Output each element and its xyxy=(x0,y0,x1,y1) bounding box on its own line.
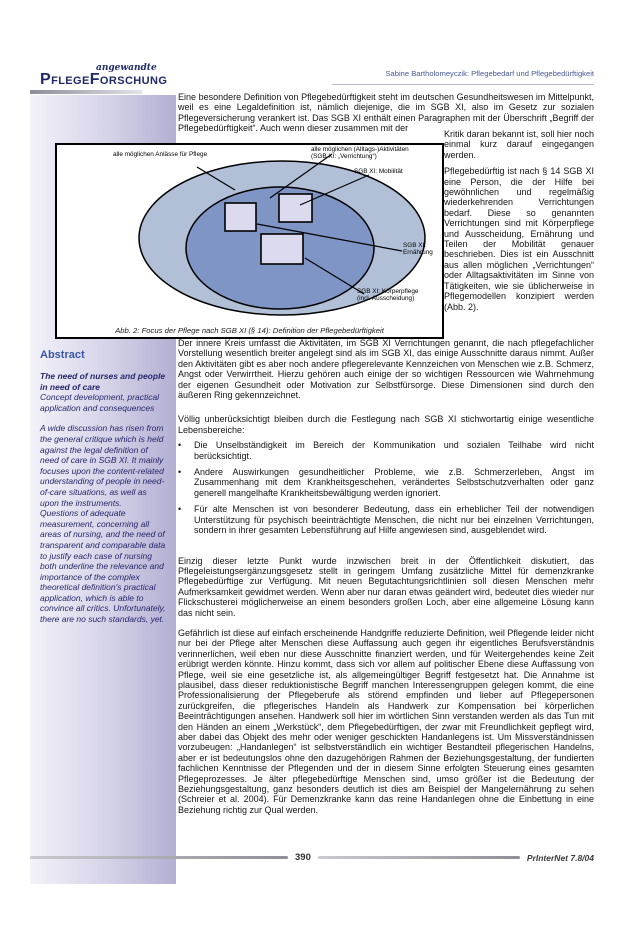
list-item xyxy=(178,467,594,498)
page-number: 390 xyxy=(295,852,311,863)
page-footer xyxy=(30,852,594,863)
bullet-icon xyxy=(178,504,194,535)
body-paragraph: Gefährlich ist diese auf einfach erscheinende Handgriffe reduzierte Definition, weil Pflegende leider nicht nur bei der Pflege alter Menschen diese Auffassung auch gegen ihr eigentliches Berufsverständnis verinnerlichen, weil eben nur diese Ausschnitte finanziert werden, und für Weitergehendes keine Zeit erübrigt werden könnte. Hinzu kommt, dass sich vor allem auf politischer Ebene diese Auffassung von Pflege, weil sie eine gesetzliche ist, als allgemeingültiger Begriff festgesetzt hat. Die Annahme ist plausibel, dass dieser reduktionistische Begriff manchen Interessengruppen gelegen kommt, die eine Professionalisierung der Pflegeberufe als störend empfinden und lieber auf Pflegepersonen zurückgreifen, die pflegerisches Handeln als Handwerk zur Kompensation bei körperlichen Beeinträchtigungen ansehen. Handwerk soll hier im wörtlichen Sinn verstanden werden als das Tun mit den Händen an einem „Werkstück“, dem Pflegebedürftigen, der zwar mit Freundlichkeit gepflegt wird, aber dabei das Objekt des mehr oder weniger geschickten Handanlegens ist. Um Missverständnissen vorzubeugen: „Handanlegen“ ist selbstverständlich ein wichtiger Bestandteil pflegerischen Handelns, aber er ist bedeutungslos ohne den dazugehörigen Rahmen der Beziehungsgestaltung, der fundierten fachlichen Kenntnisse der Pflegenden und der in diesem Sinne erfolgten Steuerung eines gesamten Pflegeprozesses. Je älter pflegebedürftige Menschen sind, umso größer ist die Bedeutung der Beziehungsgestaltung, ganz besonders deutlich ist dies am Beispiel der Mangelernährung zu sehen (Schreier et al. 2004). Für Demenzkranke kann das reine Handanlegen ohne die Einbettung in eine Beziehung richtig zur Qual werden. xyxy=(178,627,594,815)
figure-label-outer: alle möglichen Anlässe für Pflege xyxy=(113,151,208,158)
figure-label-koerperpflege xyxy=(357,288,441,303)
abstract-title: The need of nurses and people in need of care xyxy=(40,371,166,392)
square-ernaehrung xyxy=(261,234,303,264)
list-item xyxy=(178,440,594,461)
body-paragraph: Der innere Kreis umfasst die Aktivitäten, im SGB XI Verrichtungen genannt, die nach pflegefachlicher Vorstellung wesentlich breiter angelegt sind als im SGB XI, das einige Ausschnitte daraus nimmt. Außer den Aktivitäten gibt es aber noch andere pflegerelevante Kennzeichen von Menschen wie z.B. Schmerz, Angst oder Verwirrtheit. Hierzu gehören auch einige der so wichtigen Ressourcen wie Wahrnehmung der eigenen Gesundheit oder Motivation zur Selbstfürsorge. Diese Dimensionen sind durch den äußeren Ring gekennzeichnet. xyxy=(178,338,594,401)
square-mobilitaet xyxy=(279,194,312,222)
main-text xyxy=(178,338,594,815)
bullet-text: Andere Auswirkungen gesundheitlicher Probleme, wie z.B. Schmerzerleben, Angst im Zusammenhang mit dem Krankheitsgeschehen, verändertes Selbstschutzverhalten oder ganz generell mangelhafte Krankheitsbewältigung werden ignoriert. xyxy=(194,467,594,498)
bullet-text: Die Unselbständigkeit im Bereich der Kommunikation und sozialen Teilhabe wird nicht berücksichtigt. xyxy=(194,440,594,461)
figure-caption: Abb. 2: Focus der Pflege nach SGB XI (§ 14): Definition der Pflegebedürftigkeit xyxy=(115,326,384,335)
square-koerperpflege xyxy=(225,203,256,231)
running-head: Sabine Bartholomeyczik: Pflegebedarf und Pflegebedürftigkeit xyxy=(385,69,594,78)
footer-rule xyxy=(318,856,520,859)
abstract-paragraph: A wide discussion has risen from the general critique which is held against the legal definition of need of care in SGB XI. It mainly focuses upon the content-related understanding of people in need-of-care situations, as well as upon the instruments. xyxy=(40,423,165,508)
abstract-subtitle: Concept development, practical application and consequences xyxy=(40,392,160,413)
bullet-icon xyxy=(178,467,194,498)
figure-abb2 xyxy=(55,143,444,339)
figure-label-ernaehrung-line1: SGB XI: xyxy=(403,242,427,249)
header-rule-left xyxy=(30,90,142,94)
wrap-column xyxy=(444,129,594,318)
abstract-paragraph: Questions of adequate measurement, concerning all areas of nursing, and the need of transparent and comparable data to justify each case of nursing both underline the relevance and importance of the complex theoretical definition's practical application, which is able to convince all critics. Unfortunately, there are no such standards, yet. xyxy=(40,508,166,625)
journal-logo: PflegeForschung xyxy=(40,71,168,88)
list-item xyxy=(178,504,594,535)
abstract-text xyxy=(40,371,168,625)
bullet-text: Für alte Menschen ist von besonderer Bedeutung, dass ein erheblicher Teil der notwendigen Unterstützung für psychisch beeinträchtigte Menschen, die nicht nur bei einzelnen Verrichtungen, sondern in ihrer gesamten Lebensführung auf Hilfe angewiesen sind, ausgeblendet wird. xyxy=(194,504,594,536)
body-paragraph: Pflegebedürftig ist nach § 14 SGB XI eine Person, die der Hilfe bei gewöhnlichen und regelmäßig wiederkehrenden Verrichtungen bedarf. Diese so genannten Verrichtungen sind mit Körperpflege und Ausscheidung, Ernährung und Teilen der Mobilität genauer beschrieben. Dies ist ein Ausschnitt aus allen möglichen „Verrichtungen“ oder Alltagsaktivitäten im Sinne von Tätigkeiten, wie sie üblicherweise in Pflegemodellen konzipiert werden (Abb. 2). xyxy=(444,166,594,312)
figure-label-mobilitaet: SGB XI: Mobilität xyxy=(354,168,403,175)
footer-rule xyxy=(30,856,288,859)
body-paragraph: Völlig unberücksichtigt bleiben durch die Festlegung nach SGB XI stichwortartig einige wesentliche Lebensbereiche: xyxy=(178,414,594,435)
figure-label-inner-line1: alle möglichen (Alltags-)Aktivitäten xyxy=(311,146,409,153)
intro-paragraph: Eine besondere Definition von Pflegebedürftigkeit steht im deutschen Gesundheitswesen im Mittelpunkt, weil es eine Legaldefinition ist, nämlich diejenige, die im SGB XI, also im Gesetz zur sozialen Pflegeversicherung verankert ist. Das SGB XI enthält einen Paragraphen mit der Überschrift „Begriff der Pflegebedürftigkeit“. Auch wenn dieser zusammen mit der xyxy=(178,92,594,134)
body-paragraph: Einzig dieser letzte Punkt wurde inzwischen breit in der Öffentlichkeit diskutiert, das Pflegeleistungsergänzungsgesetz stellt in geringem Umfang zusätzliche Mittel für demenzkranke Pflegebedürftige zur Verfügung. Mit neuen Begutachtungsrichtlinien soll diesen Menschen mehr Aufmerksamkeit gewidmet werden. Wenn aber nur daran etwas geändert wird, bedeutet dies wieder nur Flickschusterei möglicherweise an einem besonders großen Loch, aber eine allgemeine Lösung kann das nicht sein. xyxy=(178,555,594,618)
journal-logo-script: angewandte xyxy=(96,63,157,73)
figure-label-inner-line2: (SGB XI: „Verrichtung“) xyxy=(311,153,377,161)
body-paragraph: Kritik daran bekannt ist, soll hier noch einmal kurz darauf eingegangen werden. xyxy=(444,129,594,160)
journal-reference: PrInterNet 7.8/04 xyxy=(526,852,594,863)
header-rule-right xyxy=(332,84,594,85)
figure-label-inner xyxy=(311,146,439,161)
figure-label-koerperpflege-line2: (incl. Ausscheidung) xyxy=(357,295,415,303)
figure-label-ernaehrung-line2: Ernährung xyxy=(403,249,433,257)
spacer xyxy=(178,542,594,556)
bullet-icon xyxy=(178,440,194,461)
figure-label-ernaehrung xyxy=(403,242,441,257)
abstract-heading: Abstract xyxy=(40,349,85,361)
figure-label-koerperpflege-line1: SGB XI: Körperpflege xyxy=(357,288,419,295)
